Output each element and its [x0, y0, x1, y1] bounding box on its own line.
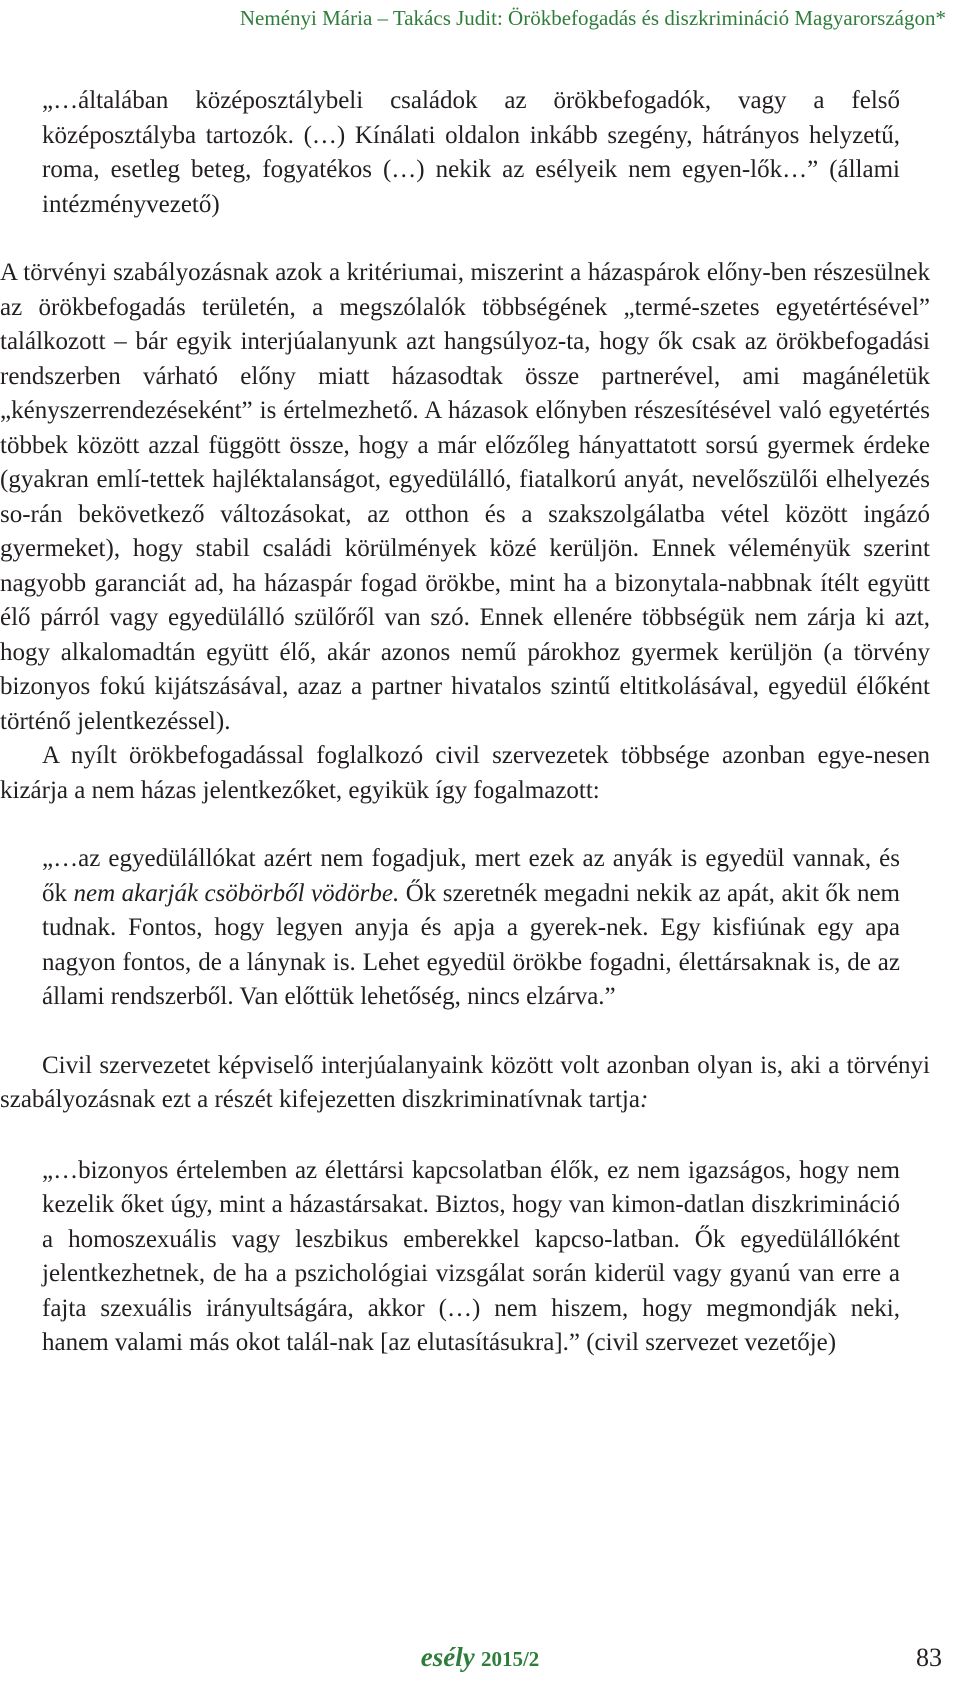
journal-footer	[0, 1642, 960, 1673]
block-quote-2	[42, 842, 900, 1015]
page-number: 83	[916, 1643, 942, 1672]
paragraph-2: A nyílt örökbefogadással foglalkozó civil szervezetek többsége azonban egye-nesen kizárja a nem házas jelentkezőket, egyikük így fogalmazott:	[0, 742, 930, 804]
paragraph-3	[0, 1049, 930, 1118]
quote2-italic-phrase: nem akarják csöbörből vödörbe.	[73, 879, 400, 907]
article-body	[0, 84, 930, 1361]
block-quote-1: „…általában középosztálybeli családok az örökbefogadók, vagy a felső középosztályba tartozók. (…) Kínálati oldalon inkább szegény, hátrányos helyzetű, roma, esetleg beteg, fogyatékos (…) nekik az esélyeik nem egyen-lők…” (állami intézményvezető)	[42, 87, 900, 218]
journal-name: esély	[420, 1642, 475, 1672]
quote2-text-end: Ők szeretnék megadni nekik az apát, akit ők nem tudnak. Fontos, hogy legyen anyja és apja a gyerek-nek. Egy kisfiúnak egy apa nagyon fontos, de a lánynak is. Lehet egyedül örökbe fogadni, élettársaknak is, de az állami rendszerből. Van előttük lehetőség, nincs elzárva.”	[42, 879, 900, 1010]
paragraph-3-colon: :	[639, 1086, 649, 1113]
paragraph-3-text: Civil szervezetet képviselő interjúalanyaink között volt azonban olyan is, aki a törvényi szabályozásnak ezt a részét kifejezetten diszkriminatívnak tartja	[0, 1051, 930, 1113]
running-header: Neményi Mária – Takács Judit: Örökbefogadás és diszkrimináció Magyarországon*	[239, 6, 946, 30]
block-quote-3: „…bizonyos értelemben az élettársi kapcsolatban élők, ez nem igazságos, hogy nem kezelik őket úgy, mint a házastársakat. Biztos, hogy van kimon-datlan diszkrimináció a homoszexuális vagy leszbikus emberekkel kapcso-latban. Ők egyedülállóként jelentkezhetnek, de ha a pszichológiai vizsgálat során kiderül vagy gyanú van erre a fajta szexuális irányultságára, akkor (…) nem hiszem, hogy megmondják neki, hanem valami más okot talál-nak [az elutasításukra].” (civil szervezet vezetője)	[42, 1156, 900, 1356]
quote2-text-start: „…az egyedülállókat azért nem fogadjuk, mert ezek az anyák is egyedül vannak, és ők	[42, 845, 900, 907]
paragraph-1: A törvényi szabályozásnak azok a kritériumai, miszerint a házaspárok előny-ben részesülnek az örökbefogadás területén, a megszólalók többségének „termé-szetes egyetértésével” találkozott – bár egyik interjúalanyunk azt hangsúlyoz-ta, hogy ők csak az örökbefogadási rendszerben várható előny miatt házasodtak össze partnerével, ami magánéletük „kényszerrendezéseként” is értelmezhető. A házasok előnyben részesítésével való egyetértés többek között azzal függött össze, hogy a már előzőleg hányattatott sorsú gyermek érdeke (gyakran emlí-tettek hajléktalanságot, egyedülálló, fiatalkorú anyát, nevelőszülői elhelyezés so-rán bekövetkező változásokat, az otthon és a szakszolgálatba vétel között ingázó gyermeket), hogy stabil családi körülmények közé kerüljön. Ennek véleményük szerint nagyobb garanciát ad, ha házaspár fogad örökbe, mint ha a bizonytala-nabbnak ítélt együtt élő párról vagy egyedülálló szülőről van szó. Ennek ellenére többségük nem zárja ki azt, hogy alkalomadtán együtt élő, akár azonos nemű párokhoz gyermek kerüljön (a törvény bizonyos fokú kijátszásával, azaz a partner hivatalos szintű eltitkolásával, egyedül élőként történő jelentkezéssel).	[0, 259, 930, 735]
journal-issue: 2015/2	[480, 1647, 540, 1671]
